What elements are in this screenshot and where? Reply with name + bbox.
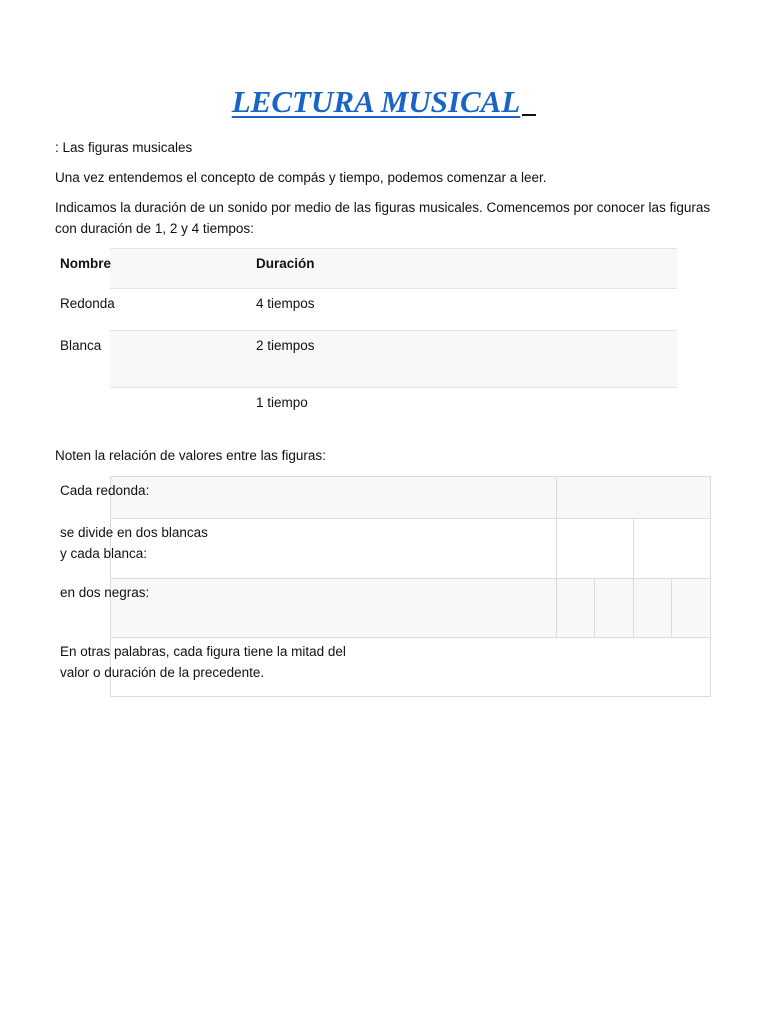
subtitle: : Las figuras musicales [55, 140, 193, 155]
table-rule [110, 387, 677, 388]
relations-rule [110, 518, 710, 519]
table-rule [110, 288, 677, 289]
relations-row-2-line-1: se divide en dos blancas [60, 525, 208, 540]
relations-row-4-line-1: En otras palabras, cada figura tiene la mitad del [60, 644, 346, 659]
table-header-shade [110, 248, 677, 288]
relations-rule [110, 637, 710, 638]
table-header-duration: Duración [256, 256, 315, 271]
table-cell-name: Redonda [60, 296, 115, 311]
table-rule [110, 248, 677, 249]
relations-column-divider [556, 476, 557, 637]
figures-table [55, 248, 677, 418]
paragraph-3: Noten la relación de valores entre las figuras: [55, 448, 326, 463]
relations-rule [110, 578, 710, 579]
table-cell-duration: 1 tiempo [256, 395, 308, 410]
paragraph-2-line-2: con duración de 1, 2 y 4 tiempos: [55, 221, 254, 236]
relations-column-divider [594, 578, 595, 637]
document-title [0, 84, 768, 120]
relations-row-4-line-2: valor o duración de la precedente. [60, 665, 265, 680]
relations-table [55, 476, 711, 698]
table-rule [110, 330, 677, 331]
title-text: LECTURA MUSICAL [231, 84, 521, 119]
relations-row-3: en dos negras: [60, 585, 150, 600]
paragraph-2-line-1: Indicamos la duración de un sonido por medio de las figuras musicales. Comencemos por conocer las figuras [55, 200, 711, 215]
table-cell-duration: 4 tiempos [256, 296, 315, 311]
table-cell-duration: 2 tiempos [256, 338, 315, 353]
table-row-shade [110, 330, 677, 387]
paragraph-1: Una vez entendemos el concepto de compás y tiempo, podemos comenzar a leer. [55, 170, 547, 185]
relations-column-divider [633, 518, 634, 637]
table-cell-name: Blanca [60, 338, 102, 353]
relations-row-1: Cada redonda: [60, 483, 150, 498]
title-underline-tail [522, 113, 536, 116]
table-header-name: Nombre [60, 256, 112, 271]
relations-column-divider [671, 578, 672, 637]
relations-row-2-line-2: y cada blanca: [60, 546, 148, 561]
